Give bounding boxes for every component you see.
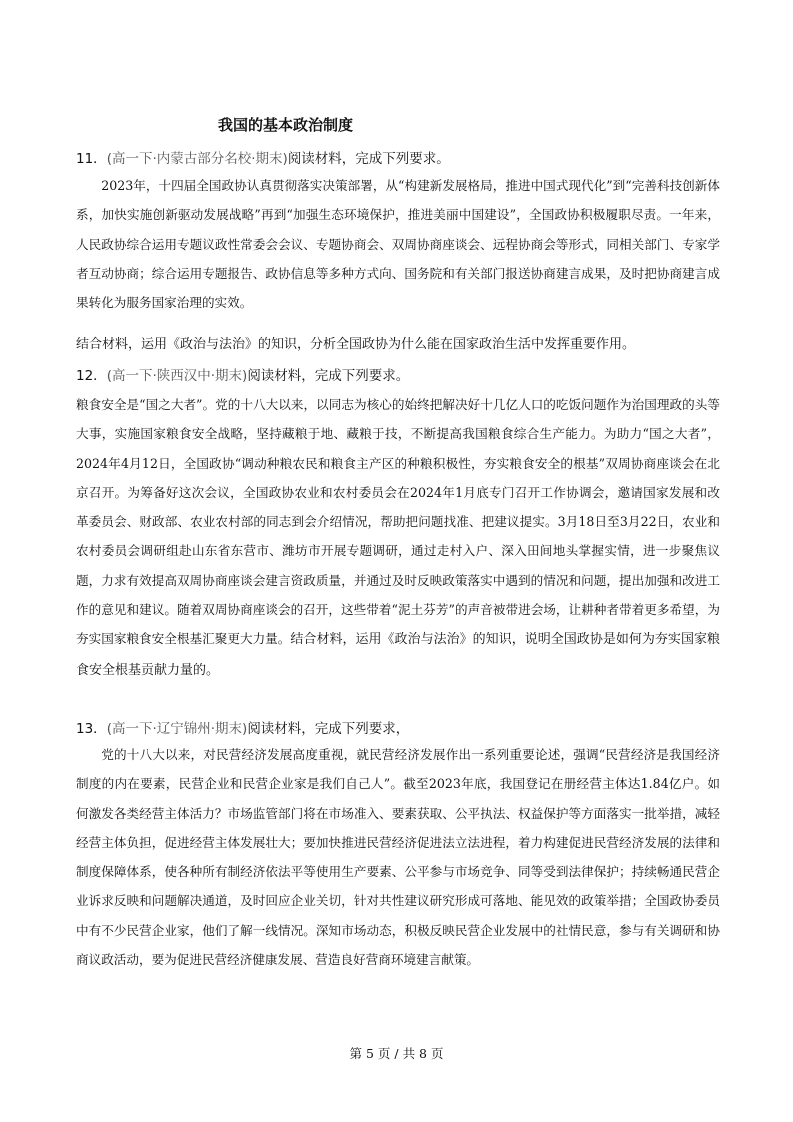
material-text: 粮食安全是“国之大者”。党的十八大以来，以同志为核心的始终把解决好十几亿人口的吃饭问题作为治国理政的头等大事，实施国家粮食安全战略，坚持藏粮于地、藏粮于技，不断提高我国粮食综合生产能力。为助力“国之大者”，2024年4月12日，全国政协“调动种粮农民和粮食主产区的种粮积极性，夯实粮食安全的根基”双周协商座谈会在北京召开。为筹备好这次会议，全国政协农业和农村委员会在2024年1月底专门召开工作协调会，邀请国家发展和改革委员会、财政部、农业农村部的同志到会介绍情况，帮助把问题找准、把建议提实。3月18日至3月22日，农业和农村委员会调研组赴山东省东营市、潍坊市开展专题调研，通过走村入户、深入田间地头掌握实情，进一步聚焦议题，力求有效提高双周协商座谈会建言资政质量，并通过及时反映政策落实中遇到的情况和问题，提出加强和改进工作的意见和建议。随着双周协商座谈会的召开，这些带着“泥土芬芳”的声音被带进会场，让耕种者带着更多希望，为夯实国家粮食安全根基汇聚更大力量。 bbox=[76, 397, 720, 647]
page-footer: 第 5 页 / 共 8 页 bbox=[349, 1046, 444, 1061]
question-source: (高一下·内蒙古部分名校·期末) bbox=[106, 151, 288, 167]
question-12-material bbox=[76, 390, 720, 685]
question-instruction: 阅读材料，完成下列要求。 bbox=[287, 151, 450, 167]
question-11-header bbox=[76, 147, 450, 167]
question-13-material: 党的十八大以来，对民营经济发展高度重视，就民营经济发展作出一系列重要论述，强调“民营经济是我国经济制度的内在要素，民营企业和民营企业家是我们自己人”。截至2023年底，我国登记在册经营主体达1.84亿户。如何激发各类经营主体活力？市场监管部门将在市场准入、要素获取、公平执法、权益保护等方面落实一批举措，减轻经营主体负担，促进经营主体发展壮大；要加快推进民营经济促进法立法进程，着力构建促进民营经济发展的法律和制度保障体系，使各种所有制经济依法平等使用生产要素、公平参与市场竞争、同等受到法律保护；持续畅通民营企业诉求反映和问题解决通道，及时回应企业关切，针对共性建议研究形成可落地、能见效的政策举措；全国政协委员中有不少民营企业家，他们了解一线情况。深知市场动态，积极反映民营企业发展中的社情民意，参与有关调研和协商议政活动，要为促进民营经济健康发展、营造良好营商环境建言献策。 bbox=[76, 747, 720, 968]
question-12-ask: 结合材料，运用《政治与法治》的知识，说明全国政协是如何为夯实国家粮食安全根基贡献力量的。 bbox=[76, 632, 720, 678]
question-source: (高一下·辽宁锦州·期末) bbox=[106, 721, 248, 737]
question-instruction: 阅读材料，完成下列要求。 bbox=[247, 368, 410, 384]
question-number: 11． bbox=[76, 151, 107, 167]
question-11-material: 2023年，十四届全国政协认真贯彻落实决策部署，从“构建新发展格局，推进中国式现代化”到“完善科技创新体系，加快实施创新驱动发展战略”再到“加强生态环境保护，推进美丽中国建设”，全国政协积极履职尽责。一年来，人民政协综合运用专题议政性常委会会议、专题协商会、双周协商座谈会、远程协商会等形式，同相关部门、专家学者互动协商；综合运用专题报告、政协信息等多种方式向、国务院和有关部门报送协商建言成果，及时把协商建言成果转化为服务国家治理的实效。 bbox=[76, 178, 720, 311]
question-number: 12． bbox=[76, 368, 107, 384]
section-title: 我国的基本政治制度 bbox=[218, 116, 354, 134]
question-source: (高一下·陕西汉中·期末) bbox=[106, 368, 248, 384]
question-13-header bbox=[76, 717, 409, 737]
question-12-header bbox=[76, 364, 409, 384]
question-number: 13． bbox=[76, 721, 107, 737]
question-instruction: 阅读材料，完成下列要求， bbox=[247, 721, 410, 737]
question-11-ask: 结合材料，运用《政治与法治》的知识，分析全国政协为什么能在国家政治生活中发挥重要作用。 bbox=[76, 337, 636, 352]
